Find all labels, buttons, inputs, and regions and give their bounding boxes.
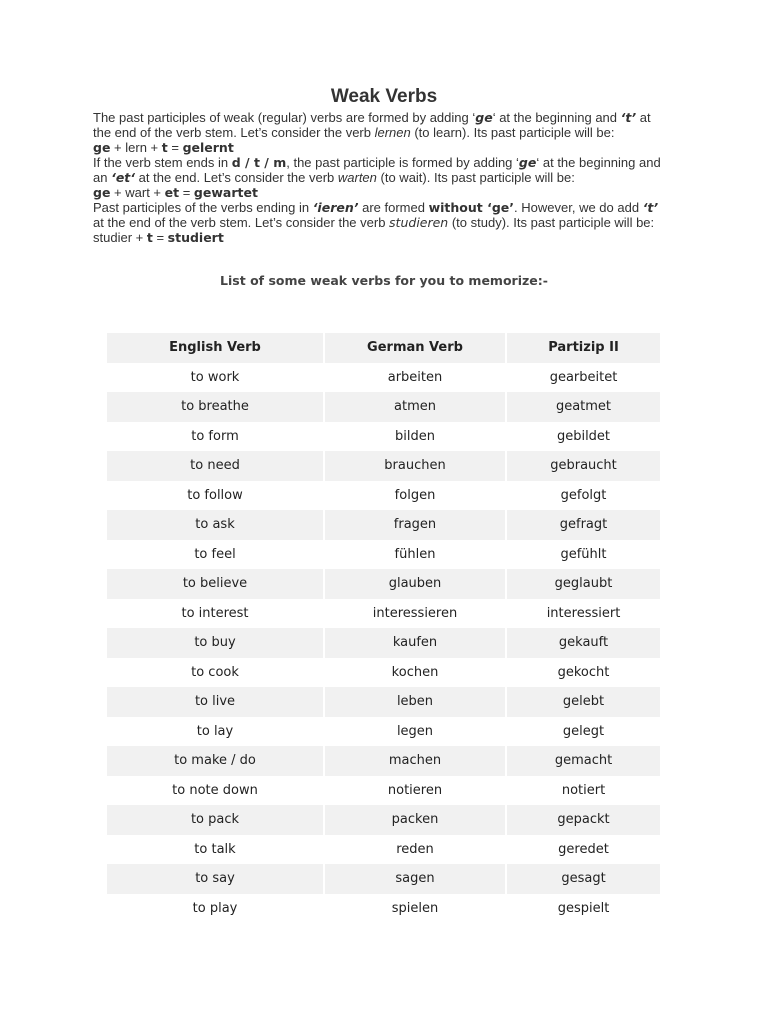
rule2-verb: warten bbox=[337, 170, 377, 185]
rule2-text: If the verb stem ends in bbox=[93, 155, 232, 170]
rule1-verb: lernen bbox=[374, 125, 411, 140]
formula-t: t bbox=[146, 230, 153, 245]
rule3-text: . However, we do add bbox=[514, 200, 643, 215]
cell-partizip: gekocht bbox=[506, 658, 661, 688]
cell-english-verb: to play bbox=[107, 894, 324, 924]
formula-t: t bbox=[161, 140, 168, 155]
cell-partizip: gesagt bbox=[506, 864, 661, 894]
cell-partizip: gefolgt bbox=[506, 481, 661, 511]
formula-part: + wart + bbox=[110, 185, 165, 200]
cell-german-verb: leben bbox=[324, 687, 506, 717]
cell-german-verb: bilden bbox=[324, 422, 506, 452]
rule1-formula bbox=[93, 140, 668, 155]
rule1-text: at the end of the verb stem. Let’s consider the verb bbox=[93, 110, 651, 140]
table-row bbox=[107, 835, 661, 865]
cell-english-verb: to say bbox=[107, 864, 324, 894]
formula-eq: = bbox=[179, 185, 194, 200]
rule2-formula bbox=[93, 185, 668, 200]
cell-partizip: gebraucht bbox=[506, 451, 661, 481]
formula-ge: ge bbox=[93, 185, 111, 200]
cell-german-verb: glauben bbox=[324, 569, 506, 599]
cell-partizip: geatmet bbox=[506, 392, 661, 422]
cell-german-verb: legen bbox=[324, 717, 506, 747]
rule3-formula bbox=[93, 230, 668, 245]
cell-english-verb: to note down bbox=[107, 776, 324, 806]
rule3-t: ‘t’ bbox=[642, 200, 659, 215]
table-row bbox=[107, 894, 661, 924]
cell-english-verb: to interest bbox=[107, 599, 324, 629]
page-title: Weak Verbs bbox=[330, 86, 438, 107]
rule3-text: Past participles of the verbs ending in bbox=[93, 200, 313, 215]
cell-german-verb: notieren bbox=[324, 776, 506, 806]
table-row bbox=[107, 451, 661, 481]
cell-german-verb: reden bbox=[324, 835, 506, 865]
table-row bbox=[107, 805, 661, 835]
cell-german-verb: fragen bbox=[324, 510, 506, 540]
rule1-text: The past participles of weak (regular) verbs are formed by adding ‘ bbox=[93, 110, 476, 125]
rule1-t: ‘t’ bbox=[620, 110, 637, 125]
header-german-verb: German Verb bbox=[324, 333, 506, 363]
rule3-text: at the end of the verb stem. Let’s consider the verb bbox=[93, 215, 390, 230]
cell-english-verb: to talk bbox=[107, 835, 324, 865]
rule3-without: without ‘ge’ bbox=[428, 200, 515, 215]
table-row bbox=[107, 363, 661, 393]
cell-english-verb: to lay bbox=[107, 717, 324, 747]
rule2-text: ‘ at the beginning and an bbox=[93, 155, 661, 185]
table-row bbox=[107, 481, 661, 511]
formula-result: gelernt bbox=[182, 140, 234, 155]
cell-german-verb: fühlen bbox=[324, 540, 506, 570]
table-row bbox=[107, 422, 661, 452]
rule2-paragraph bbox=[93, 155, 668, 185]
rule3-text: (to study). Its past participle will be: bbox=[448, 215, 655, 230]
table-row bbox=[107, 599, 661, 629]
cell-partizip: gekauft bbox=[506, 628, 661, 658]
formula-result: studiert bbox=[167, 230, 224, 245]
cell-partizip: gemacht bbox=[506, 746, 661, 776]
header-english-verb: English Verb bbox=[107, 333, 324, 363]
formula-eq: = bbox=[167, 140, 183, 155]
formula-et: et bbox=[164, 185, 180, 200]
cell-partizip: gebildet bbox=[506, 422, 661, 452]
cell-english-verb: to make / do bbox=[107, 746, 324, 776]
rule3-text: are formed bbox=[358, 200, 429, 215]
cell-english-verb: to pack bbox=[107, 805, 324, 835]
table-row bbox=[107, 392, 661, 422]
cell-german-verb: kaufen bbox=[324, 628, 506, 658]
cell-english-verb: to believe bbox=[107, 569, 324, 599]
rule2-et: ‘et‘ bbox=[111, 170, 136, 185]
cell-german-verb: machen bbox=[324, 746, 506, 776]
table-row bbox=[107, 717, 661, 747]
rule3-verb: studieren bbox=[389, 215, 449, 230]
cell-german-verb: spielen bbox=[324, 894, 506, 924]
table-row bbox=[107, 864, 661, 894]
rule2-text: at the end. Let’s consider the verb bbox=[135, 170, 338, 185]
cell-english-verb: to ask bbox=[107, 510, 324, 540]
cell-partizip: gefragt bbox=[506, 510, 661, 540]
rule2-text: (to wait). Its past participle will be: bbox=[376, 170, 575, 185]
table-header-row bbox=[107, 333, 661, 363]
table-row bbox=[107, 658, 661, 688]
header-partizip: Partizip II bbox=[506, 333, 661, 363]
formula-result: gewartet bbox=[193, 185, 258, 200]
table-row bbox=[107, 540, 661, 570]
rule2-text: , the past participle is formed by adding ‘ bbox=[286, 155, 519, 170]
table-row bbox=[107, 569, 661, 599]
intro-text bbox=[93, 110, 668, 245]
cell-partizip: geglaubt bbox=[506, 569, 661, 599]
weak-verbs-table bbox=[107, 333, 662, 923]
cell-partizip: geredet bbox=[506, 835, 661, 865]
table-row bbox=[107, 776, 661, 806]
rule1-text: ‘ at the beginning and bbox=[492, 110, 621, 125]
cell-german-verb: folgen bbox=[324, 481, 506, 511]
table-body bbox=[107, 363, 661, 924]
cell-english-verb: to feel bbox=[107, 540, 324, 570]
cell-partizip: gefühlt bbox=[506, 540, 661, 570]
table-row bbox=[107, 746, 661, 776]
rule3-ieren: ‘ieren’ bbox=[312, 200, 359, 215]
cell-english-verb: to buy bbox=[107, 628, 324, 658]
formula-ge: ge bbox=[93, 140, 111, 155]
table-row bbox=[107, 687, 661, 717]
list-heading: List of some weak verbs for you to memorize:- bbox=[220, 273, 548, 288]
cell-partizip: gepackt bbox=[506, 805, 661, 835]
rule3-paragraph bbox=[93, 200, 668, 230]
cell-english-verb: to form bbox=[107, 422, 324, 452]
rule1-paragraph bbox=[93, 110, 668, 140]
cell-partizip: gelegt bbox=[506, 717, 661, 747]
table-row bbox=[107, 510, 661, 540]
cell-partizip: interessiert bbox=[506, 599, 661, 629]
cell-english-verb: to live bbox=[107, 687, 324, 717]
cell-german-verb: interessieren bbox=[324, 599, 506, 629]
formula-eq: = bbox=[152, 230, 168, 245]
cell-partizip: notiert bbox=[506, 776, 661, 806]
rule1-text: (to learn). Its past participle will be: bbox=[410, 125, 615, 140]
table-row bbox=[107, 628, 661, 658]
cell-german-verb: arbeiten bbox=[324, 363, 506, 393]
rule2-endings: d / t / m bbox=[231, 155, 287, 170]
cell-english-verb: to breathe bbox=[107, 392, 324, 422]
cell-english-verb: to cook bbox=[107, 658, 324, 688]
cell-english-verb: to need bbox=[107, 451, 324, 481]
cell-partizip: gelebt bbox=[506, 687, 661, 717]
cell-english-verb: to work bbox=[107, 363, 324, 393]
cell-german-verb: atmen bbox=[324, 392, 506, 422]
rule1-ge: ge bbox=[475, 110, 493, 125]
cell-german-verb: packen bbox=[324, 805, 506, 835]
cell-german-verb: kochen bbox=[324, 658, 506, 688]
formula-part: + lern + bbox=[110, 140, 162, 155]
cell-german-verb: sagen bbox=[324, 864, 506, 894]
cell-english-verb: to follow bbox=[107, 481, 324, 511]
cell-partizip: gespielt bbox=[506, 894, 661, 924]
rule2-ge: ge bbox=[518, 155, 537, 170]
cell-partizip: gearbeitet bbox=[506, 363, 661, 393]
cell-german-verb: brauchen bbox=[324, 451, 506, 481]
formula-part: studier + bbox=[93, 230, 147, 245]
